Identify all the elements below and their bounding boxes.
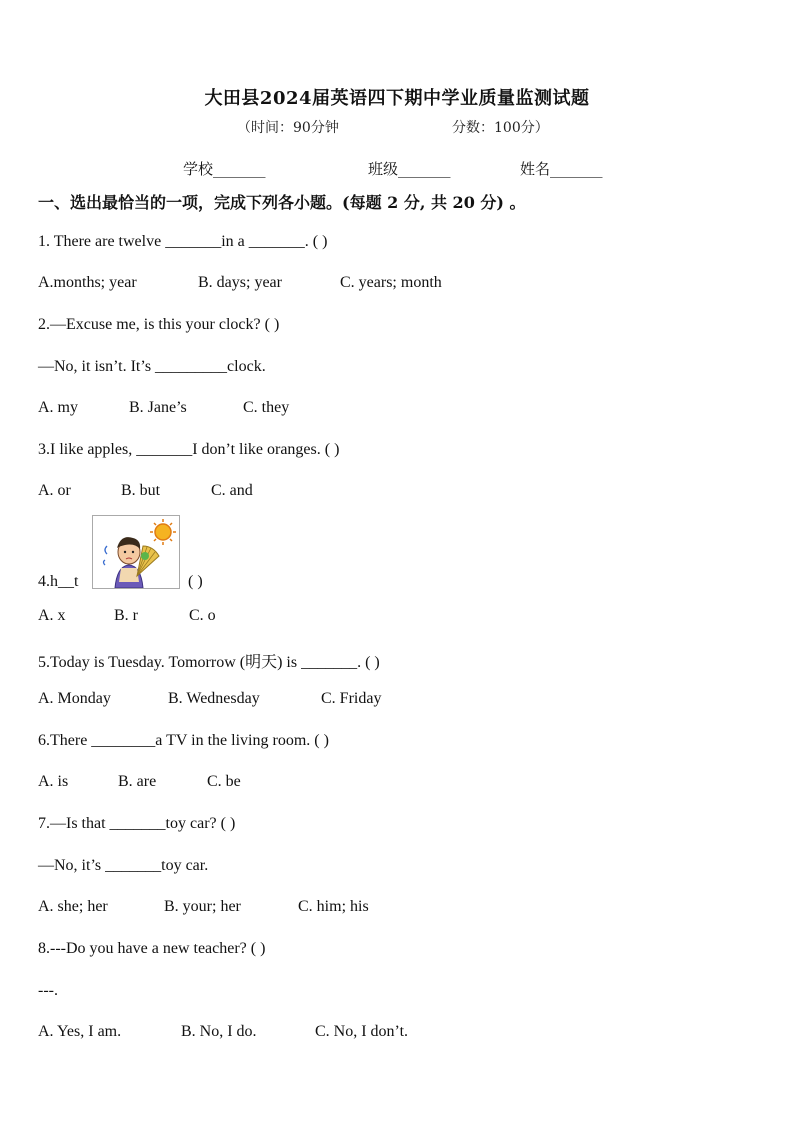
boy-icon [104, 537, 144, 588]
school-field: 学校_______ [183, 160, 266, 178]
q1-option-b: B. days; year [198, 274, 282, 291]
q2-option-a: A. my [38, 399, 78, 416]
q5-option-b: B. Wednesday [168, 690, 260, 707]
question-6: 6.There ________a TV in the living room. ( ) [38, 732, 329, 749]
question-2: 2.—Excuse me, is this your clock? ( ) [38, 316, 280, 333]
question-5: 5.Today is Tuesday. Tomorrow (明天) is _______. ( ) [38, 654, 380, 671]
question-7: 7.—Is that _______toy car? ( ) [38, 815, 236, 832]
q1-option-c: C. years; month [340, 274, 442, 291]
q2-option-b: B. Jane’s [129, 399, 187, 416]
name-field: 姓名_______ [520, 160, 603, 178]
q1-option-a: A.months; year [38, 274, 137, 291]
q7-option-c: C. him; his [298, 898, 369, 915]
question-7-reply: —No, it’s _______toy car. [38, 857, 209, 874]
q3-option-a: A. or [38, 482, 71, 499]
question-8-reply: ---. [38, 982, 58, 999]
section-heading: 一、选出最恰当的一项，完成下列各小题。(每题 2 分, 共 20 分) 。 [38, 193, 526, 212]
q8-option-b: B. No, I do. [181, 1023, 257, 1040]
question-3: 3.I like apples, _______I don’t like oranges. ( ) [38, 441, 340, 458]
q7-option-a: A. she; her [38, 898, 108, 915]
q6-option-a: A. is [38, 773, 69, 790]
q2-option-c: C. they [243, 399, 290, 416]
question-4-answer-brackets: ( ) [188, 573, 203, 590]
question-4: 4.h__t [38, 573, 79, 590]
question-2-reply: —No, it isn’t. It’s _________clock. [38, 358, 266, 375]
q6-option-c: C. be [207, 773, 241, 790]
q4-option-c: C. o [189, 607, 216, 624]
q6-option-b: B. are [118, 773, 157, 790]
class-field: 班级_______ [368, 160, 451, 178]
q4-option-a: A. x [38, 607, 66, 624]
sun-icon [150, 519, 176, 545]
q3-option-b: B. but [121, 482, 161, 499]
exam-time: （时间：90分钟 [237, 120, 339, 136]
page-title: 大田县2024届英语四下期中学业质量监测试题 [204, 88, 590, 109]
exam-score: 分数：100分） [452, 120, 549, 136]
q7-option-b: B. your; her [164, 898, 241, 915]
boy-fanning-under-sun-image [92, 515, 180, 589]
q8-option-c: C. No, I don’t. [315, 1023, 409, 1040]
q3-option-c: C. and [211, 482, 253, 499]
question-1: 1. There are twelve _______in a _______. ( ) [38, 233, 328, 250]
q8-option-a: A. Yes, I am. [38, 1023, 122, 1040]
q5-option-c: C. Friday [321, 690, 382, 707]
q4-option-b: B. r [114, 607, 138, 624]
question-8: 8.---Do you have a new teacher? ( ) [38, 940, 266, 957]
q5-option-a: A. Monday [38, 690, 111, 707]
